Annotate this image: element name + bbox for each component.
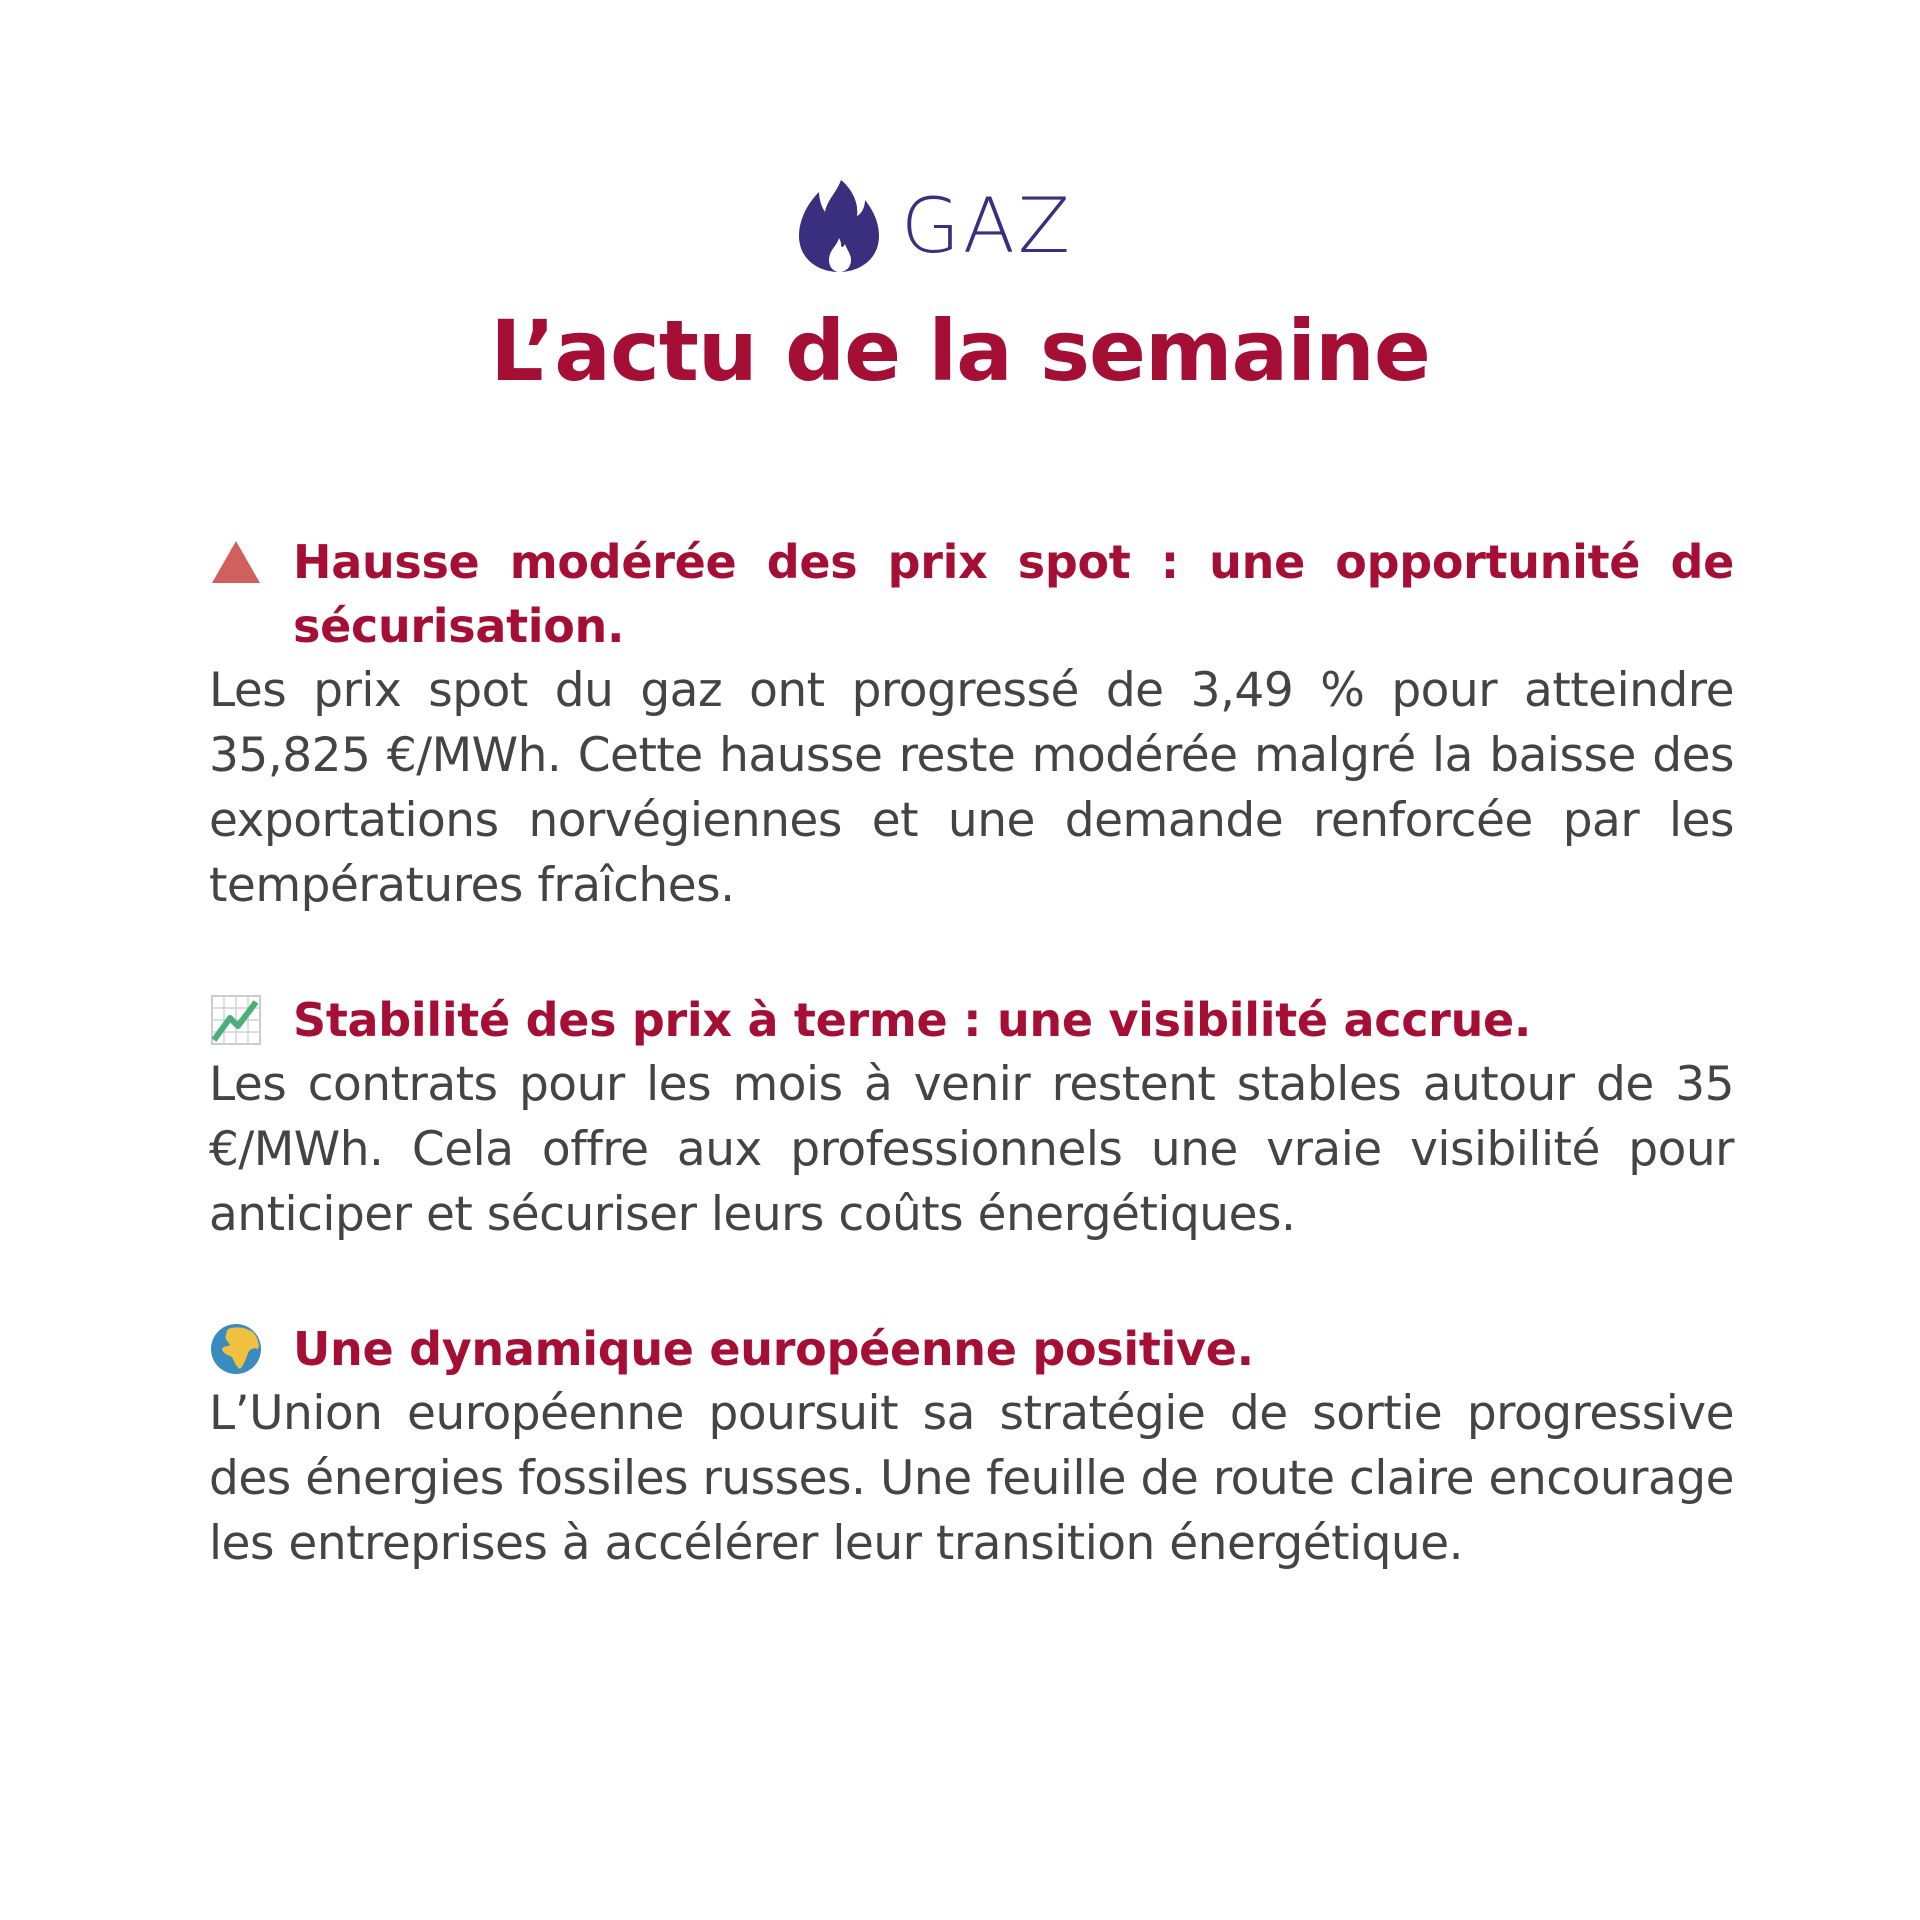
news-heading-text: Une dynamique européenne positive.	[293, 1322, 1254, 1376]
news-item-europe	[209, 1317, 1734, 1576]
news-heading-text: Hausse modérée des prix spot : une opportunité de sécurisation.	[293, 535, 1734, 653]
chart-increasing-icon	[209, 988, 263, 1052]
news-list	[209, 530, 1734, 1646]
category-header	[0, 178, 1920, 274]
category-label: GAZ	[901, 181, 1073, 270]
news-body: L’Union européenne poursuit sa stratégie de sortie progressive des énergies fossiles russes. Une feuille de route claire encourage les entreprises à accélérer leur transition énergétique.	[209, 1386, 1734, 1571]
news-body: Les prix spot du gaz ont progressé de 3,49 % pour atteindre 35,825 €/MWh. Cette hausse reste modérée malgré la baisse des exportations norvégiennes et une demande renforcée par les températures fraîches.	[209, 663, 1734, 913]
flame-icon	[797, 178, 881, 274]
globe-europe-africa-icon	[209, 1317, 263, 1381]
page-title: L’actu de la semaine	[490, 302, 1430, 400]
news-heading-text: Stabilité des prix à terme : une visibilité accrue.	[293, 993, 1532, 1047]
news-heading	[209, 530, 1734, 658]
news-heading	[209, 988, 1734, 1052]
news-heading	[209, 1317, 1734, 1381]
news-item-spot-prices	[209, 530, 1734, 918]
news-item-forward-prices	[209, 988, 1734, 1247]
red-triangle-up-icon	[209, 530, 263, 594]
news-body: Les contrats pour les mois à venir restent stables autour de 35 €/MWh. Cela offre aux professionnels une vraie visibilité pour anticiper et sécuriser leurs coûts énergétiques.	[209, 1057, 1734, 1242]
